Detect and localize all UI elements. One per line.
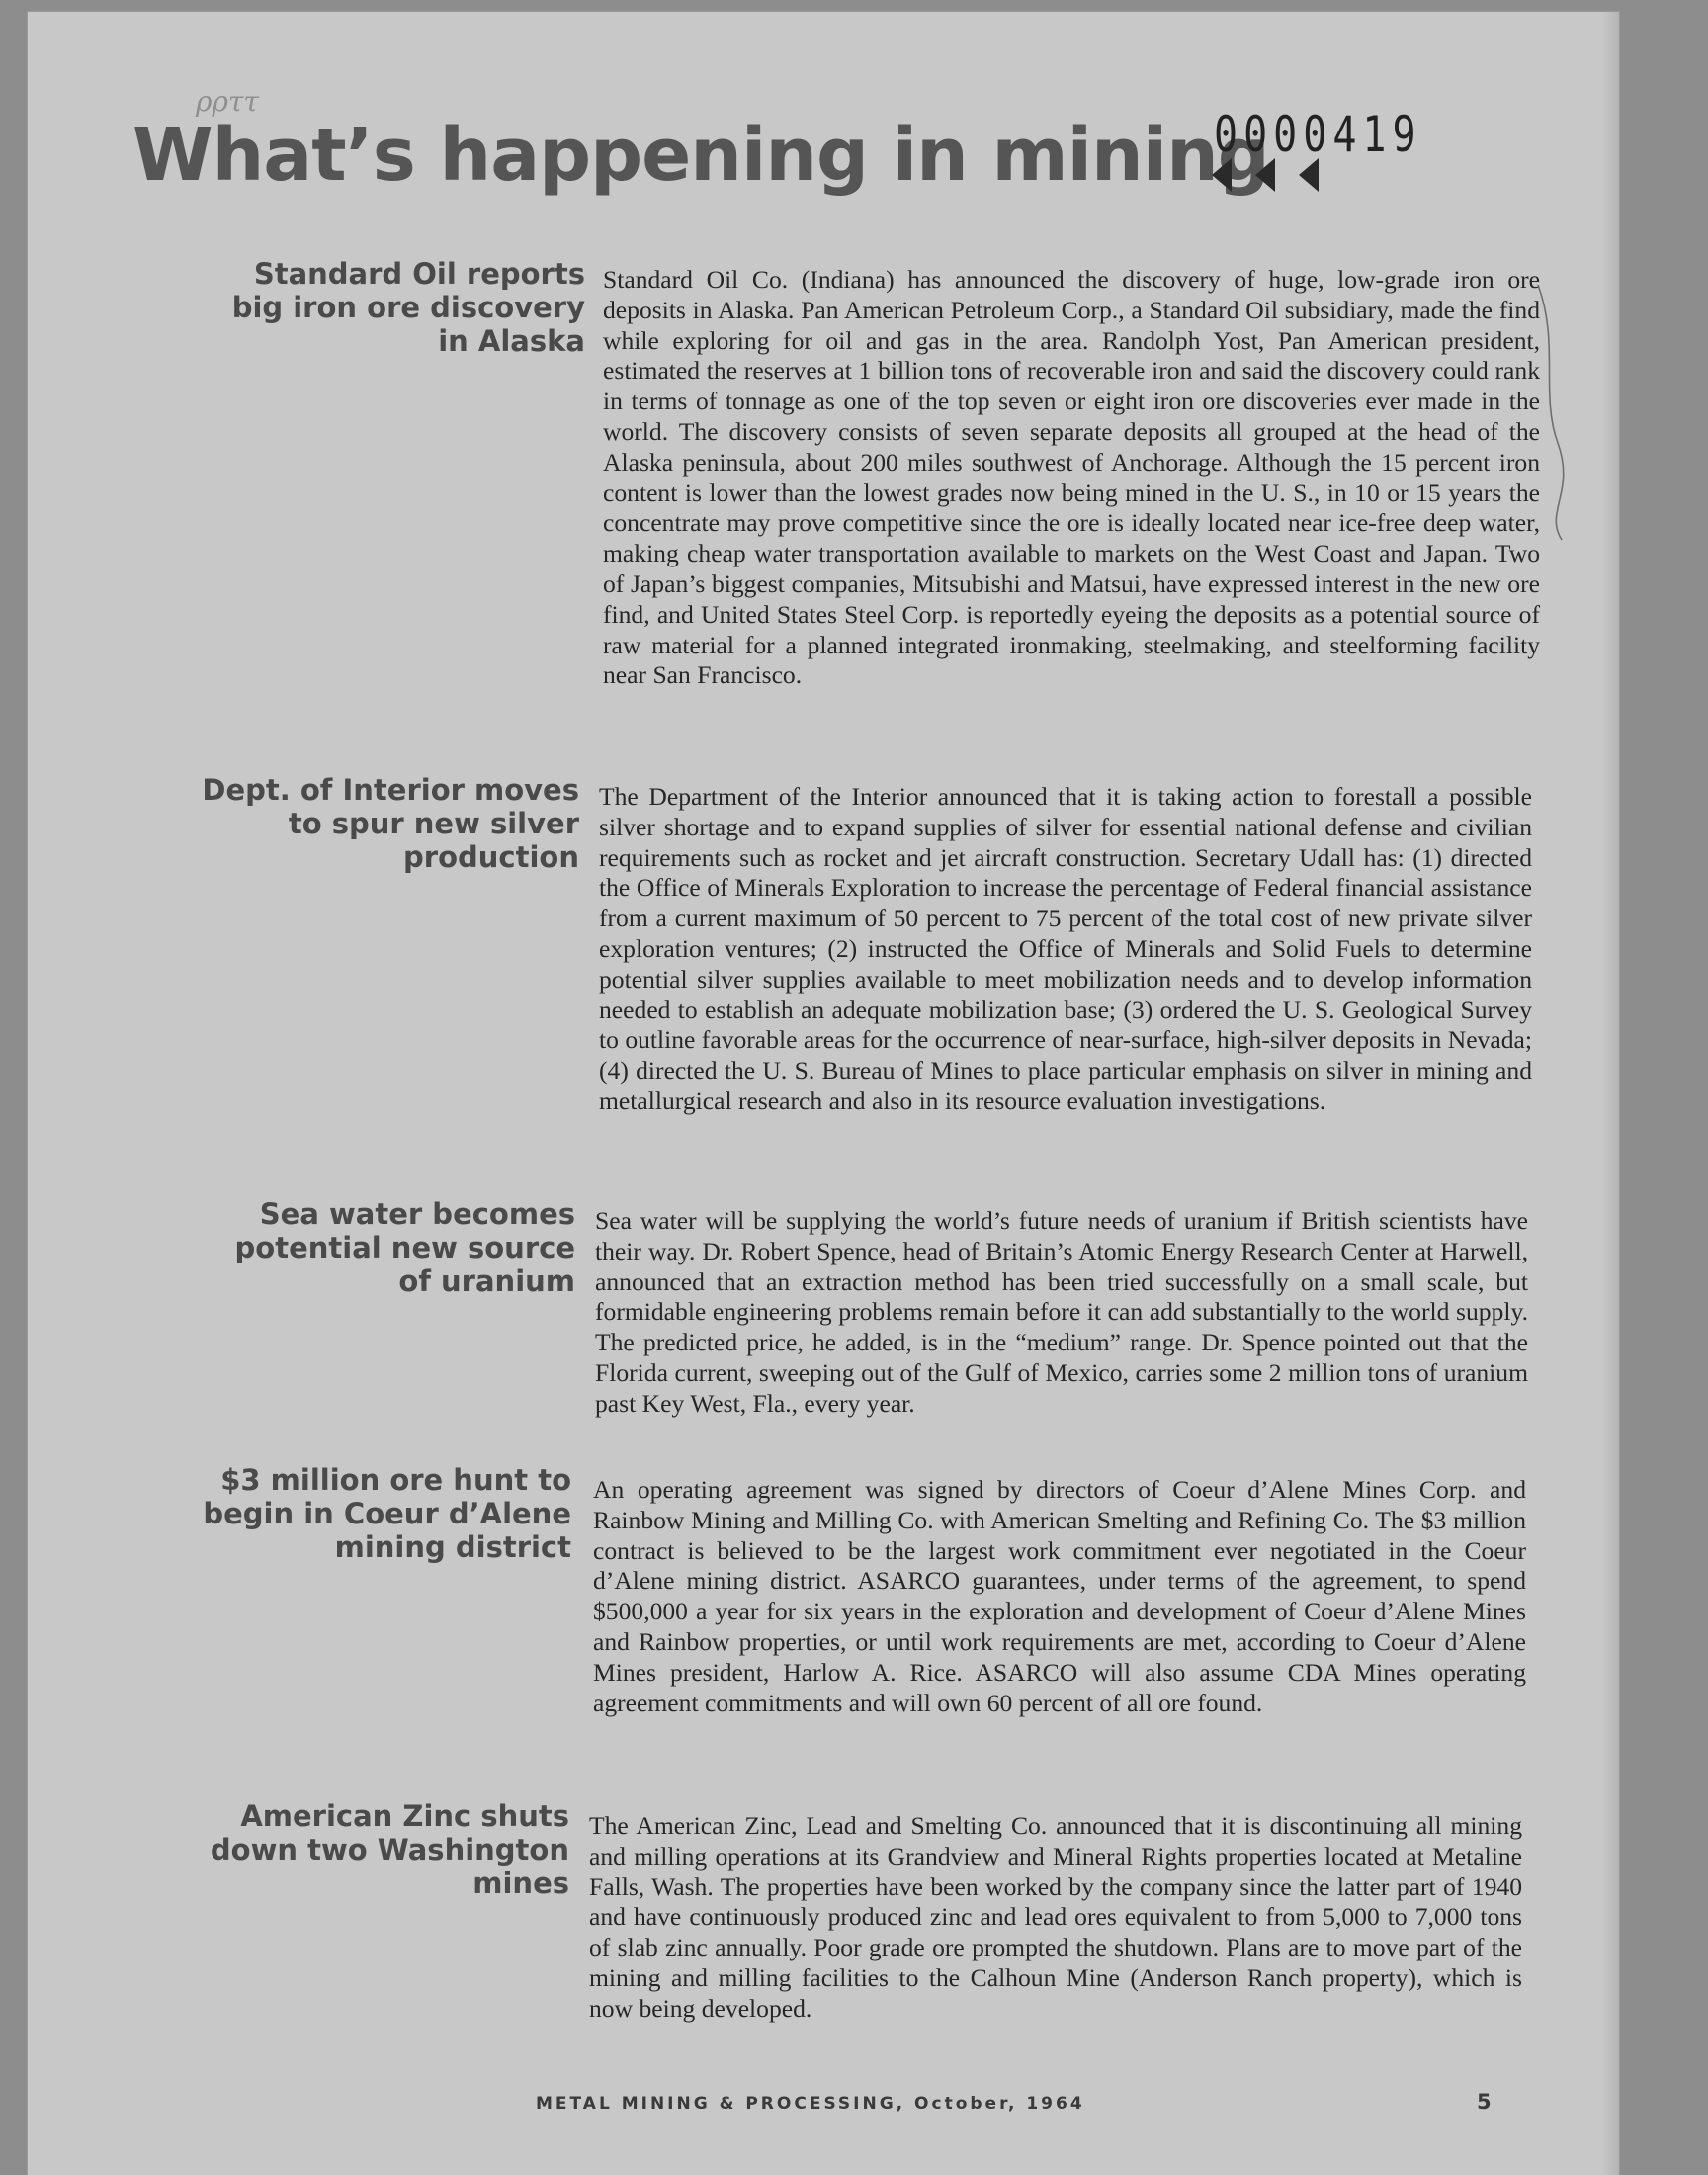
- article-body-iron-ore: Standard Oil Co. (Indiana) has announced the discovery of huge, low-grade iron ore deposits in Alaska. Pan American Petroleum Corp., a Standard Oil subsidiary, made the find while exploring for oil and gas in the area. Randolph Yost, Pan American president, estimated the reserves at 1 billion tons of recoverable iron and said the discovery could rank in terms of tonnage as one of the top seven or eight iron ore discoveries ever made in the world. The discovery consists of seven separate deposits all grouped at the head of the Alaska peninsula, about 200 miles southwest of Anchorage. Although the 15 percent iron content is lower than the lowest grades now being mined in the U. S., in 10 or 15 years the concentrate may prove competitive since the ore is ideally located near ice-free deep water, making cheap water transportation available to markets on the West Coast and Japan. Two of Japan’s biggest companies, Mitsubishi and Matsui, have expressed interest in the new ore find, and United States Steel Corp. is reportedly eyeing the deposits as a potential source of raw material for a planned integrated ironmaking, steelmaking, and steelforming facility near San Francisco.: [603, 265, 1540, 690]
- scanned-page: [28, 12, 1619, 2175]
- article-headline-uranium: Sea water becomes potential new source of uranium: [234, 1197, 575, 1298]
- document-stamp-number: 0000419: [1214, 107, 1422, 164]
- left-triangle-icon: [1255, 158, 1275, 192]
- article-headline-iron-ore: Standard Oil reports big iron ore discovery in Alaska: [231, 257, 585, 358]
- article-headline-silver: Dept. of Interior moves to spur new silver production: [202, 773, 579, 874]
- article-headline-coeur-dalene: $3 million ore hunt to begin in Coeur d’Alene mining district: [203, 1463, 571, 1564]
- left-triangle-icon: [1212, 158, 1232, 192]
- article-body-silver: The Department of the Interior announced that it is taking action to forestall a possible silver shortage and to expand supplies of silver for essential national defense and civilian requirements such as rocket and jet aircraft construction. Secretary Udall has: (1) directed the Office of Minerals Exploration to increase the percentage of Federal financial assistance from a current maximum of 50 percent to 75 percent of the total cost of new private silver exploration ventures; (2) instructed the Office of Minerals and Solid Fuels to determine potential silver supplies available to meet mobilization needs and to develop information needed to establish an adequate mobilization base; (3) ordered the U. S. Geological Survey to outline favorable areas for the occurrence of near-surface, high-silver deposits in Nevada; (4) directed the U. S. Bureau of Mines to place particular emphasis on silver in mining and metallurgical research and also in its resource evaluation investigations.: [599, 782, 1532, 1115]
- page-title: What’s happening in mining: [132, 113, 1269, 198]
- handwritten-note: ρρττ: [196, 85, 259, 118]
- article-body-coeur-dalene: An operating agreement was signed by directors of Coeur d’Alene Mines Corp. and Rainbow Mining and Milling Co. with American Smelting and Refining Co. The $3 million contract is believed to be the largest work commitment ever negotiated in the Coeur d’Alene mining district. ASARCO guarantees, under terms of the agreement, to spend $500,000 a year for six years in the exploration and development of Coeur d’Alene Mines and Rainbow properties, or until work requirements are met, according to Coeur d’Alene Mines president, Harlow A. Rice. ASARCO will also assume CDA Mines operating agreement commitments and will own 60 percent of all ore found.: [593, 1475, 1526, 1717]
- publication-footer: METAL MINING & PROCESSING, October, 1964: [536, 2094, 1085, 2114]
- article-body-uranium: Sea water will be supplying the world’s future needs of uranium if British scientists have their way. Dr. Robert Spence, head of Britain’s Atomic Energy Research Center at Harwell, announced that an extraction method has been tried successfully on a small scale, but formidable engineering problems remain before it can add substantially to the world supply. The predicted price, he added, is in the “medium” range. Dr. Spence pointed out that the Florida current, sweeping out of the Gulf of Mexico, carries some 2 million tons of uranium past Key West, Fla., every year.: [595, 1206, 1528, 1418]
- stamp-arrows: [1212, 158, 1319, 192]
- left-triangle-icon: [1299, 158, 1319, 192]
- page-number: 5: [1477, 2090, 1492, 2114]
- page-edge-shadow: [1601, 12, 1619, 2175]
- article-headline-american-zinc: American Zinc shuts down two Washington mines: [210, 1799, 569, 1900]
- article-body-american-zinc: The American Zinc, Lead and Smelting Co. announced that it is discontinuing all mining and milling operations at its Grandview and Mineral Rights properties located at Metaline Falls, Wash. The properties have been worked by the company since the latter part of 1940 and have continuously produced zinc and lead ores equivalent to from 5,000 to 7,000 tons of slab zinc annually. Poor grade ore prompted the shutdown. Plans are to move part of the mining and milling facilities to the Calhoun Mine (Anderson Ranch property), which is now being developed.: [589, 1811, 1522, 2023]
